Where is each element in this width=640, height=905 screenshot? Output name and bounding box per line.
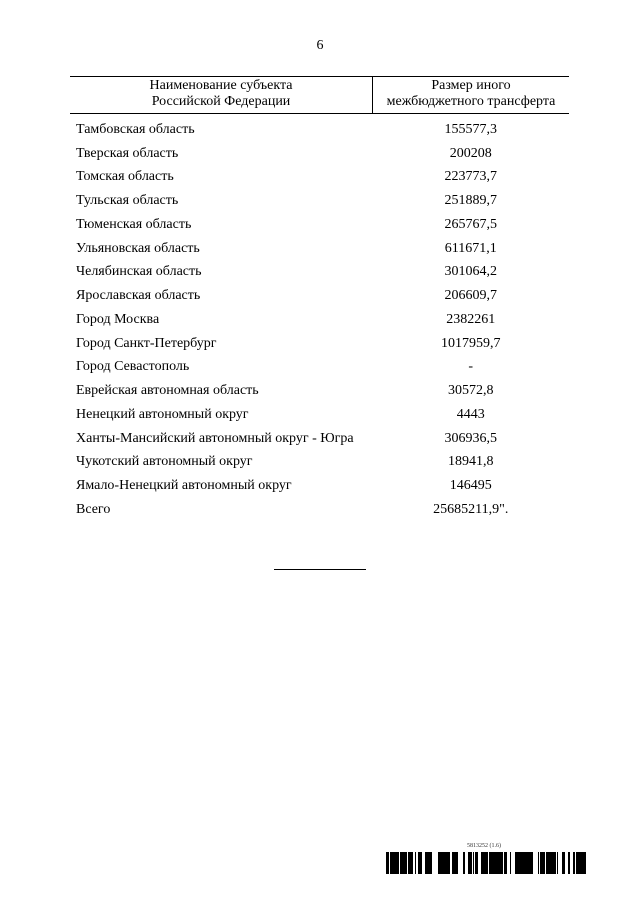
table-body	[70, 114, 569, 522]
region-name-cell: Город Севастополь	[76, 359, 190, 375]
header-row	[70, 77, 569, 114]
region-name-cell: Тульская область	[76, 193, 179, 209]
table-row	[70, 474, 569, 498]
transfer-amount-cell: 206609,7	[444, 288, 497, 304]
document-code: 5813252 (1.6)	[467, 843, 501, 849]
page-number: 6	[316, 38, 324, 53]
table-row	[70, 142, 569, 166]
table-row	[70, 284, 569, 308]
region-name-cell: Ненецкий автономный округ	[76, 406, 249, 422]
region-name-cell: Тверская область	[76, 145, 179, 161]
transfer-table	[70, 76, 569, 522]
transfer-amount-cell: 25685211,9".	[433, 501, 509, 517]
region-name-cell: Ярославская область	[76, 288, 201, 304]
table-row	[70, 261, 569, 285]
transfer-amount-cell: 1017959,7	[441, 335, 501, 351]
table-row	[70, 403, 569, 427]
transfer-amount-cell: 2382261	[446, 311, 496, 327]
transfer-amount-cell: 146495	[449, 478, 492, 494]
end-divider-line	[274, 569, 366, 570]
table-row	[70, 166, 569, 190]
region-name-cell: Челябинская область	[76, 264, 202, 280]
table-row	[70, 332, 569, 356]
region-name-cell: Город Санкт-Петербург	[76, 335, 217, 351]
region-name-cell: Всего	[76, 501, 111, 517]
transfer-amount-cell: 155577,3	[444, 121, 497, 137]
region-name-cell: Тамбовская область	[76, 121, 195, 137]
table-row	[70, 308, 569, 332]
transfer-amount-cell: 30572,8	[448, 383, 494, 399]
region-name-cell: Ульяновская область	[76, 240, 200, 256]
transfer-amount-cell: 251889,7	[444, 193, 497, 209]
table-header	[70, 77, 569, 114]
transfer-amount-cell: 301064,2	[444, 264, 497, 280]
header-transfer-amount: Размер иного межбюджетного трансферта	[373, 77, 570, 114]
transfer-amount-cell: 223773,7	[444, 169, 497, 185]
barcode-icon	[386, 852, 586, 874]
table-row	[70, 379, 569, 403]
region-name-cell: Томская область	[76, 169, 174, 185]
table-row	[70, 498, 569, 522]
table-row	[70, 114, 569, 142]
transfer-amount-cell: 18941,8	[448, 454, 494, 470]
region-name-cell: Чукотский автономный округ	[76, 454, 253, 470]
table-row	[70, 427, 569, 451]
region-name-cell: Еврейская автономная область	[76, 383, 259, 399]
table-row	[70, 451, 569, 475]
region-name-cell: Город Москва	[76, 311, 160, 327]
table-row	[70, 213, 569, 237]
transfer-table-container	[70, 76, 569, 522]
table-row	[70, 356, 569, 380]
region-name-cell: Тюменская область	[76, 216, 192, 232]
transfer-amount-cell: 611671,1	[444, 240, 497, 256]
transfer-amount-cell: 200208	[449, 145, 492, 161]
table-row	[70, 189, 569, 213]
region-name-cell: Ямало-Ненецкий автономный округ	[76, 478, 292, 494]
table-row	[70, 237, 569, 261]
transfer-amount-cell: 4443	[456, 406, 485, 422]
region-name-cell: Ханты-Мансийский автономный округ - Югра	[76, 430, 354, 446]
header-region-name: Наименование субъекта Российской Федерации	[70, 77, 373, 114]
transfer-amount-cell: 265767,5	[444, 216, 497, 232]
transfer-amount-cell: -	[468, 359, 474, 375]
transfer-amount-cell: 306936,5	[444, 430, 497, 446]
